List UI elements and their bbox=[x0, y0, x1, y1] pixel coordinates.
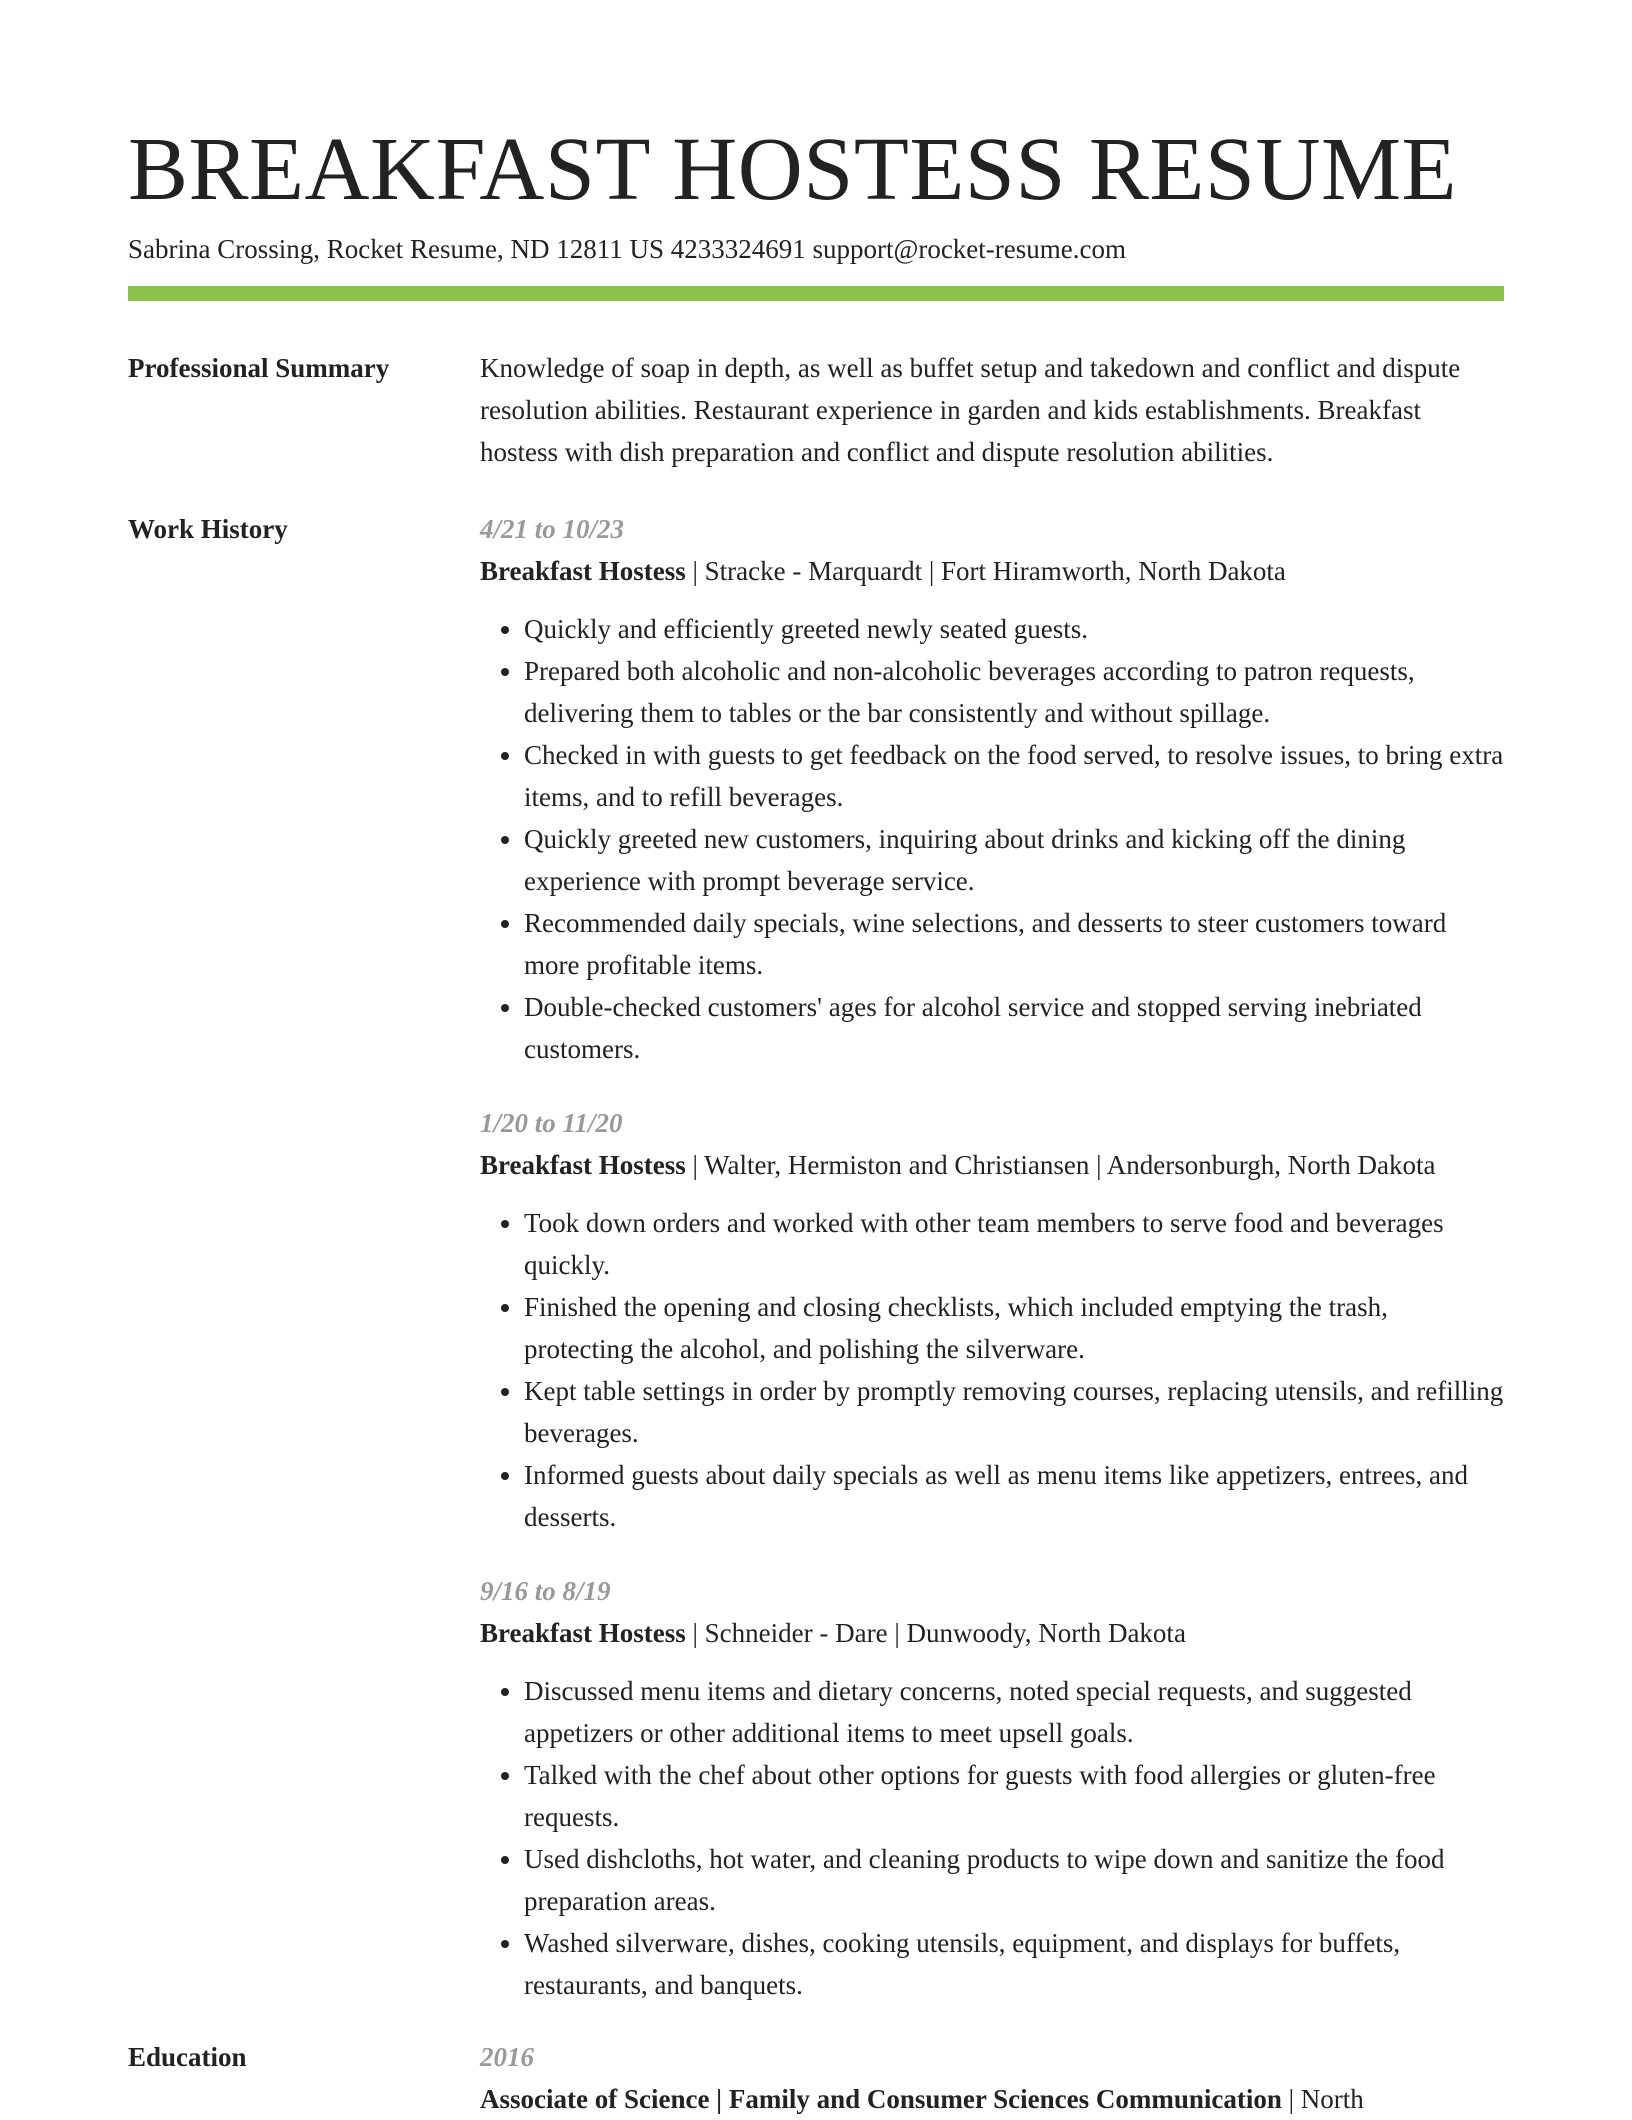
job-details: | Stracke - Marquardt | Fort Hiramworth, North Dakota bbox=[685, 556, 1286, 586]
job-title-line bbox=[480, 1612, 1504, 1654]
job-details: | Walter, Hermiston and Christiansen | Andersonburgh, North Dakota bbox=[685, 1150, 1436, 1180]
job-title-line bbox=[480, 550, 1504, 592]
work-history-body bbox=[480, 508, 1504, 2038]
job-bullet: • Quickly greeted new customers, inquiring about drinks and kicking off the dining experience with prompt beverage service. bbox=[524, 818, 1504, 902]
job-dates: 4/21 to 10/23 bbox=[480, 514, 625, 544]
job-bullet: • Informed guests about daily specials as well as menu items like appetizers, entrees, and desserts. bbox=[524, 1454, 1504, 1538]
job-entry bbox=[480, 508, 1504, 1070]
job-bullet: • Quickly and efficiently greeted newly seated guests. bbox=[524, 608, 1504, 650]
job-title: Breakfast Hostess bbox=[480, 1618, 686, 1648]
job-entry bbox=[480, 1102, 1504, 1538]
job-bullet: • Used dishcloths, hot water, and cleaning products to wipe down and sanitize the food preparation areas. bbox=[524, 1838, 1504, 1922]
education-details: | North bbox=[1281, 2084, 1364, 2114]
education-year: 2016 bbox=[480, 2042, 534, 2072]
header-divider bbox=[128, 286, 1504, 301]
work-history-label: Work History bbox=[128, 514, 288, 544]
summary-body bbox=[480, 347, 1504, 473]
job-title: Breakfast Hostess bbox=[480, 556, 686, 586]
job-bullets bbox=[480, 1202, 1504, 1538]
job-bullet: • Discussed menu items and dietary concerns, noted special requests, and suggested appetizers or other additional items to meet upsell goals. bbox=[524, 1670, 1504, 1754]
job-bullet: • Finished the opening and closing checklists, which included emptying the trash, protecting the alcohol, and polishing the silverware. bbox=[524, 1286, 1504, 1370]
job-bullet: • Prepared both alcoholic and non-alcoholic beverages according to patron requests, delivering them to tables or the bar consistently and without spillage. bbox=[524, 650, 1504, 734]
education-body bbox=[480, 2036, 1504, 2120]
resume-title: BREAKFAST HOSTESS RESUME bbox=[128, 120, 1457, 219]
job-dates: 9/16 to 8/19 bbox=[480, 1576, 611, 1606]
job-bullet: • Kept table settings in order by promptly removing courses, replacing utensils, and refilling beverages. bbox=[524, 1370, 1504, 1454]
job-bullet: • Talked with the chef about other options for guests with food allergies or gluten-free requests. bbox=[524, 1754, 1504, 1838]
job-dates: 1/20 to 11/20 bbox=[480, 1108, 623, 1138]
job-bullets bbox=[480, 1670, 1504, 2006]
education-degree: Associate of Science | Family and Consumer Sciences Communication bbox=[480, 2084, 1282, 2114]
job-bullet: • Checked in with guests to get feedback on the food served, to resolve issues, to bring extra items, and to refill beverages. bbox=[524, 734, 1504, 818]
education-title-line bbox=[480, 2078, 1504, 2120]
contact-line: Sabrina Crossing, Rocket Resume, ND 12811 US 4233324691 support@rocket-resume.com bbox=[128, 234, 1126, 264]
job-bullet: • Recommended daily specials, wine selections, and desserts to steer customers toward more profitable items. bbox=[524, 902, 1504, 986]
summary-text: Knowledge of soap in depth, as well as buffet setup and takedown and conflict and dispute resolution abilities. Restaurant experience in garden and kids establishments. Breakfast hostess with dish preparation and conflict and dispute resolution abilities. bbox=[480, 353, 1461, 467]
job-bullets bbox=[480, 608, 1504, 1070]
job-entry bbox=[480, 1570, 1504, 2006]
summary-label: Professional Summary bbox=[128, 353, 390, 383]
job-bullet: • Took down orders and worked with other team members to serve food and beverages quickly. bbox=[524, 1202, 1504, 1286]
job-bullet: • Double-checked customers' ages for alcohol service and stopped serving inebriated customers. bbox=[524, 986, 1504, 1070]
job-details: | Schneider - Dare | Dunwoody, North Dakota bbox=[685, 1618, 1186, 1648]
job-title-line bbox=[480, 1144, 1504, 1186]
job-bullet: • Washed silverware, dishes, cooking utensils, equipment, and displays for buffets, restaurants, and banquets. bbox=[524, 1922, 1504, 2006]
education-label: Education bbox=[128, 2042, 247, 2072]
job-title: Breakfast Hostess bbox=[480, 1150, 686, 1180]
